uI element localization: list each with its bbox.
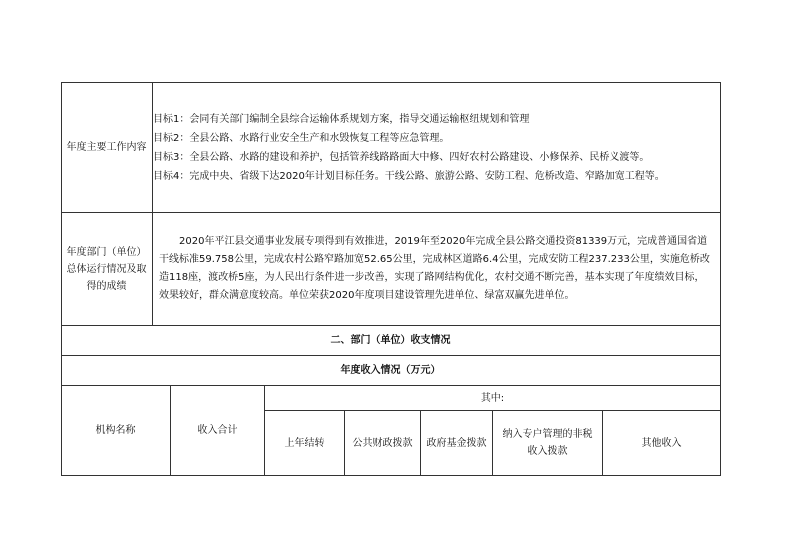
col-carryover-label: 上年结转 <box>284 437 325 449</box>
among-label: 其中: <box>480 392 505 404</box>
among-header <box>265 386 721 411</box>
org-name-label: 机构名称 <box>95 425 136 436</box>
work-label: 年度主要工作内容 <box>66 142 147 153</box>
total-header <box>171 386 265 476</box>
col-gov-fund-header <box>421 411 493 476</box>
work-content-cell <box>153 83 721 213</box>
report-table <box>61 83 721 476</box>
income-title-cell <box>61 356 721 386</box>
performance-label-cell <box>61 213 153 326</box>
performance-text: 2020年平江县交通事业发展专项得到有效推进，2019年至2020年完成全县公路交通投资81339万元，完成普通国省道干线标准59.758公里，完成农村公路窄路加宽52.65公里，完成林区道路6.4公里，完成安防工程237.233公里，实施危桥改造118座，渡改桥5座，为人民出行条件进一步改善，实现了路网结构优化，农村交通不断完善，基本实现了年度绩效目标，效果较好，群众满意度较高。单位荣获2020年度项目建设管理先进单位、绿富双赢先进单位。 <box>159 236 710 301</box>
col-other-header <box>603 411 721 476</box>
performance-content-cell <box>153 213 721 326</box>
work-goal-3: 目标3：全县公路、水路的建设和养护，包括管养线路路面大中修、四好农村公路建设、小修保养、民桥义渡等。 <box>153 152 650 163</box>
col-gov-fund-label: 政府基金拨款 <box>426 437 487 449</box>
col-carryover-header <box>265 411 345 476</box>
col-public-finance-label: 公共财政拨款 <box>352 437 413 449</box>
work-goal-2: 目标2：全县公路、水路行业安全生产和水毁恢复工程等应急管理。 <box>153 133 450 144</box>
total-label: 收入合计 <box>197 425 238 436</box>
work-label-cell <box>61 83 153 213</box>
col-nontax-header <box>493 411 603 476</box>
col-nontax-label: 纳入专户管理的非税收入拨款 <box>502 429 593 457</box>
income-title: 年度收入情况（万元） <box>340 365 441 376</box>
section2-title: 二、部门（单位）收支情况 <box>330 335 451 346</box>
section2-title-cell <box>61 326 721 356</box>
work-goal-1: 目标1：会同有关部门编制全县综合运输体系规划方案，指导交通运输枢纽规划和管理 <box>153 114 530 125</box>
col-public-finance-header <box>345 411 421 476</box>
col-other-label: 其他收入 <box>641 437 682 449</box>
org-name-header <box>61 386 171 476</box>
work-goal-4: 目标4：完成中央、省级下达2020年计划目标任务。干线公路、旅游公路、安防工程、危桥改造、窄路加宽工程等。 <box>153 171 665 182</box>
performance-label: 年度部门（单位）总体运行情况及取得的成绩 <box>66 246 147 292</box>
